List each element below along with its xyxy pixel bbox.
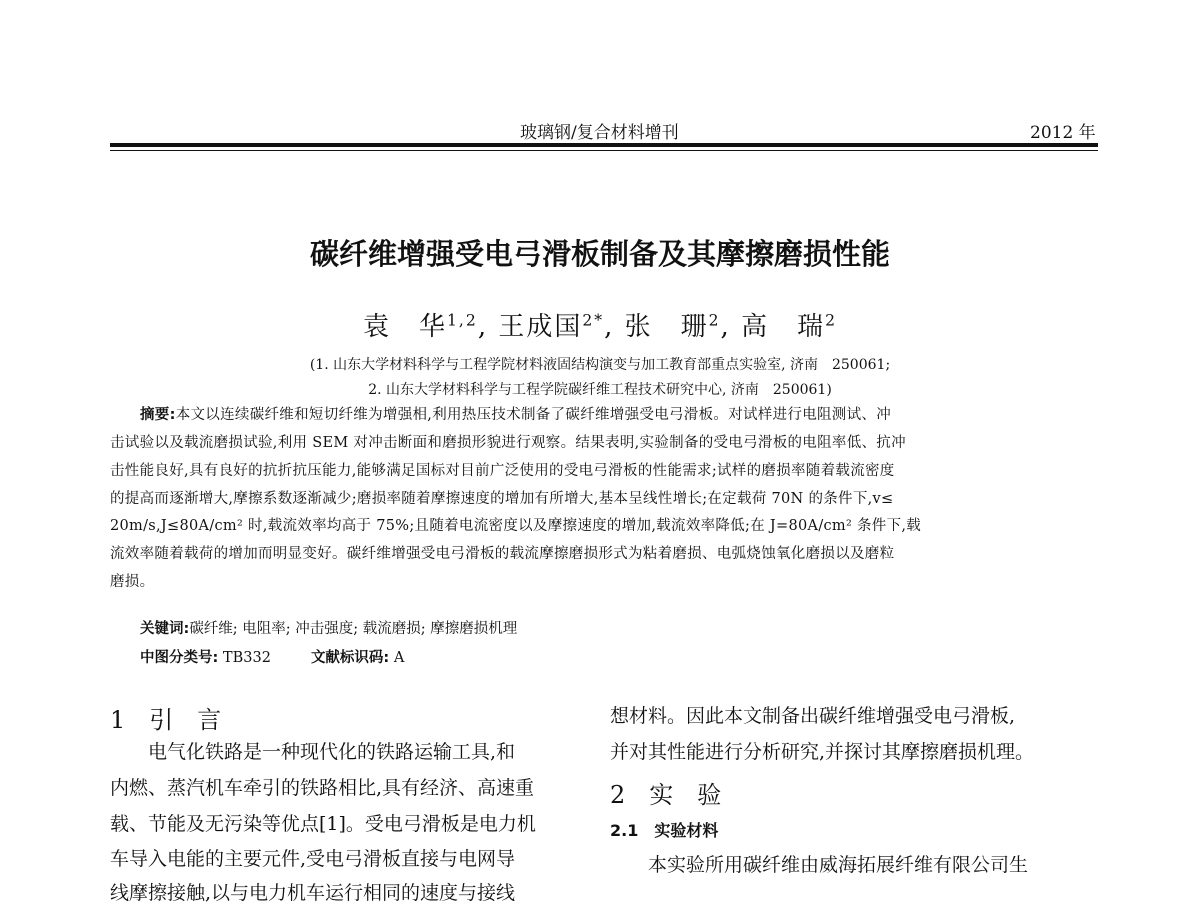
clc-label: 中图分类号: (140, 650, 219, 666)
abstract-line: 流效率随着载荷的增加而明显变好。碳纤维增强受电弓滑板的载流摩擦磨损形式为粘着磨损、电弧烧蚀氧化磨损以及磨粒 (110, 546, 895, 562)
body-line: 车导入电能的主要元件,受电弓滑板直接与电网导 (110, 848, 516, 870)
keywords-value: 碳纤维; 电阻率; 冲击强度; 载流磨损; 摩擦磨损机理 (189, 621, 518, 637)
journal-name: 玻璃钢/复合材料增刊 (520, 123, 679, 143)
doc-code-value: A (393, 650, 405, 666)
classification (140, 646, 404, 667)
body-line: 并对其性能进行分析研究,并探讨其摩擦磨损机理。 (610, 741, 1035, 763)
author-affil: 1,2 (447, 311, 478, 330)
author: 袁 华 (362, 312, 447, 342)
section-heading: 2 实 验 (610, 781, 722, 809)
author: 王成国 (498, 312, 583, 342)
author: 高 瑞 (741, 312, 826, 342)
abstract-text: 本文以连续碳纤维和短切纤维为增强相,利用热压技术制备了碳纤维增强受电弓滑板。对试样进行电阻测试、冲 (175, 407, 892, 423)
body-line (110, 809, 580, 836)
abstract-line: 击试验以及载流磨损试验,利用 SEM 对冲击断面和磨损形貌进行观察。结果表明,实验制备的受电弓滑板的电阻率低、抗冲 (110, 435, 906, 451)
abstract-line (140, 403, 1095, 424)
keywords-label: 关键词: (140, 621, 190, 637)
body-line: 想材料。因此本文制备出碳纤维增强受电弓滑板, (610, 705, 1016, 727)
paper-title: 碳纤维增强受电弓滑板制备及其摩擦磨损性能 (309, 237, 890, 271)
author: 张 珊 (624, 312, 709, 342)
header-rule (110, 143, 1098, 147)
abstract-line: 磨损。 (110, 574, 155, 590)
body-line: 电气化铁路是一种现代化的铁路运输工具,和 (110, 741, 516, 763)
abstract-label: 摘要: (140, 407, 176, 423)
author-affil: 2 (825, 311, 838, 330)
subsection-heading: 2.1 实验材料 (610, 821, 719, 840)
body-line: 内燃、蒸汽机车牵引的铁路相比,具有经济、高速重 (110, 777, 535, 799)
body-text: 载、节能及无污染等优点[1]。受电弓滑板是电力机 (110, 813, 536, 835)
doc-code-label: 文献标识码: (310, 650, 390, 666)
journal-year: 2012 年 (1030, 123, 1096, 143)
abstract-line: 的提高而逐渐增大,摩擦系数逐渐减少;磨损率随着摩擦速度的增加有所增大,基本呈线性增长;在定载荷 70N 的条件下,v≤ (110, 491, 894, 507)
abstract-line: 击性能良好,具有良好的抗折抗压能力,能够满足国标对目前广泛使用的受电弓滑板的性能需求;试样的磨损率随着载流密度 (110, 463, 895, 479)
body-line: 线摩擦接触,以与电力机车运行相同的速度与接线 (110, 882, 516, 904)
keywords (140, 617, 517, 638)
author-affil: 2 (708, 311, 721, 330)
affiliation: 2. 山东大学材料科学与工程学院碳纤维工程技术研究中心, 济南 250061) (368, 382, 832, 398)
author-affil: 2* (582, 311, 605, 330)
clc-value: TB332 (222, 650, 271, 666)
section-heading: 1 引 言 (110, 706, 222, 734)
affiliation: (1. 山东大学材料科学与工程学院材料液固结构演变与加工教育部重点实验室, 济南 250061; (309, 357, 891, 373)
abstract-line: 20m/s,J≤80A/cm² 时,载流效率均高于 75%;且随着电流密度以及摩擦速度的增加,载流效率降低;在 J=80A/cm² 条件下,载 (110, 518, 922, 534)
body-line: 本实验所用碳纤维由威海拓展纤维有限公司生 (610, 854, 1029, 876)
header-rule-thin (110, 150, 1098, 151)
author-list: 袁 华$^{1,2}$, 王成国$^{2*}$, 张 珊$^2$, 高 瑞$^2$ (362, 311, 838, 342)
